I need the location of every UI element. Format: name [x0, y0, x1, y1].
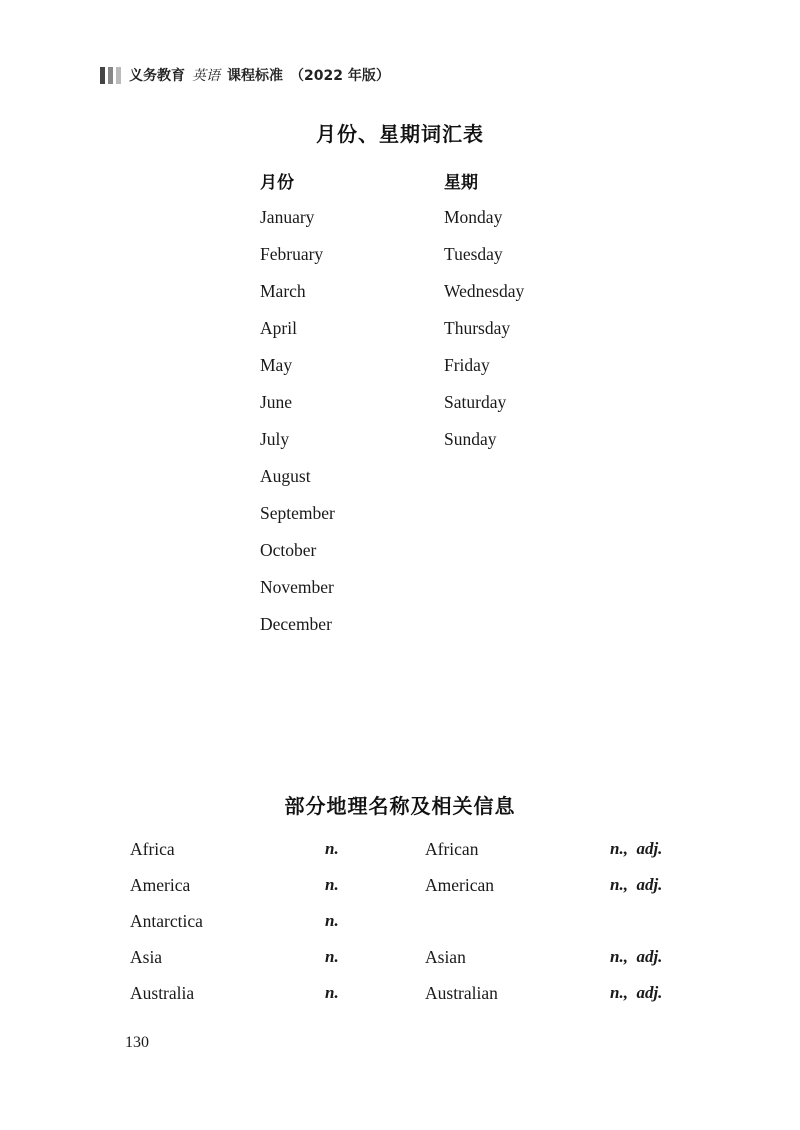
geo-name: Africa	[130, 839, 175, 859]
weekday-item: Friday	[444, 355, 490, 375]
header-edition: （2022 年版）	[290, 68, 390, 84]
weekday-item: Sunday	[444, 429, 497, 449]
header-bars-icon	[100, 67, 121, 84]
page-number: 130	[125, 1034, 149, 1051]
month-item: February	[260, 244, 324, 264]
month-item: October	[260, 540, 317, 560]
weekday-item: Wednesday	[444, 281, 525, 301]
geo-name-pos: n.	[325, 983, 339, 1002]
geo-derived-pos: n., adj.	[610, 875, 663, 894]
weekday-item: Thursday	[444, 318, 511, 338]
geo-name-pos: n.	[325, 911, 339, 930]
running-header	[100, 64, 390, 86]
months-heading: 月份	[260, 173, 294, 193]
vocab-section-title: 月份、星期词汇表	[316, 122, 484, 146]
geo-derived-pos: n., adj.	[610, 839, 663, 858]
geo-name-pos: n.	[325, 839, 339, 858]
geo-derived: Asian	[425, 947, 466, 967]
weekday-item: Saturday	[444, 392, 507, 412]
month-item: July	[260, 429, 290, 449]
weekdays-heading: 星期	[444, 173, 478, 193]
month-item: May	[260, 355, 293, 375]
header-subject: 英语	[192, 68, 220, 84]
month-item: November	[260, 577, 334, 597]
geo-derived-pos: n., adj.	[610, 947, 663, 966]
geo-section-title: 部分地理名称及相关信息	[284, 794, 516, 818]
month-item: January	[260, 207, 315, 227]
geo-name: Australia	[130, 983, 195, 1003]
geo-derived: Australian	[425, 983, 498, 1003]
month-item: June	[260, 392, 293, 412]
header-book: 义务教育	[129, 68, 185, 84]
weekday-item: Monday	[444, 207, 503, 227]
header-title: 课程标准	[227, 68, 283, 84]
month-item: March	[260, 281, 306, 301]
geo-name-pos: n.	[325, 947, 339, 966]
weekday-item: Tuesday	[444, 244, 503, 264]
month-item: December	[260, 614, 332, 634]
month-item: September	[260, 503, 335, 523]
geo-derived: American	[425, 875, 494, 895]
geo-name: Antarctica	[130, 911, 203, 931]
geo-derived: African	[425, 839, 479, 859]
month-item: August	[260, 466, 311, 486]
geo-name: Asia	[130, 947, 163, 967]
geo-name-pos: n.	[325, 875, 339, 894]
geo-name: America	[130, 875, 191, 895]
month-item: April	[260, 318, 297, 338]
geo-derived-pos: n., adj.	[610, 983, 663, 1002]
